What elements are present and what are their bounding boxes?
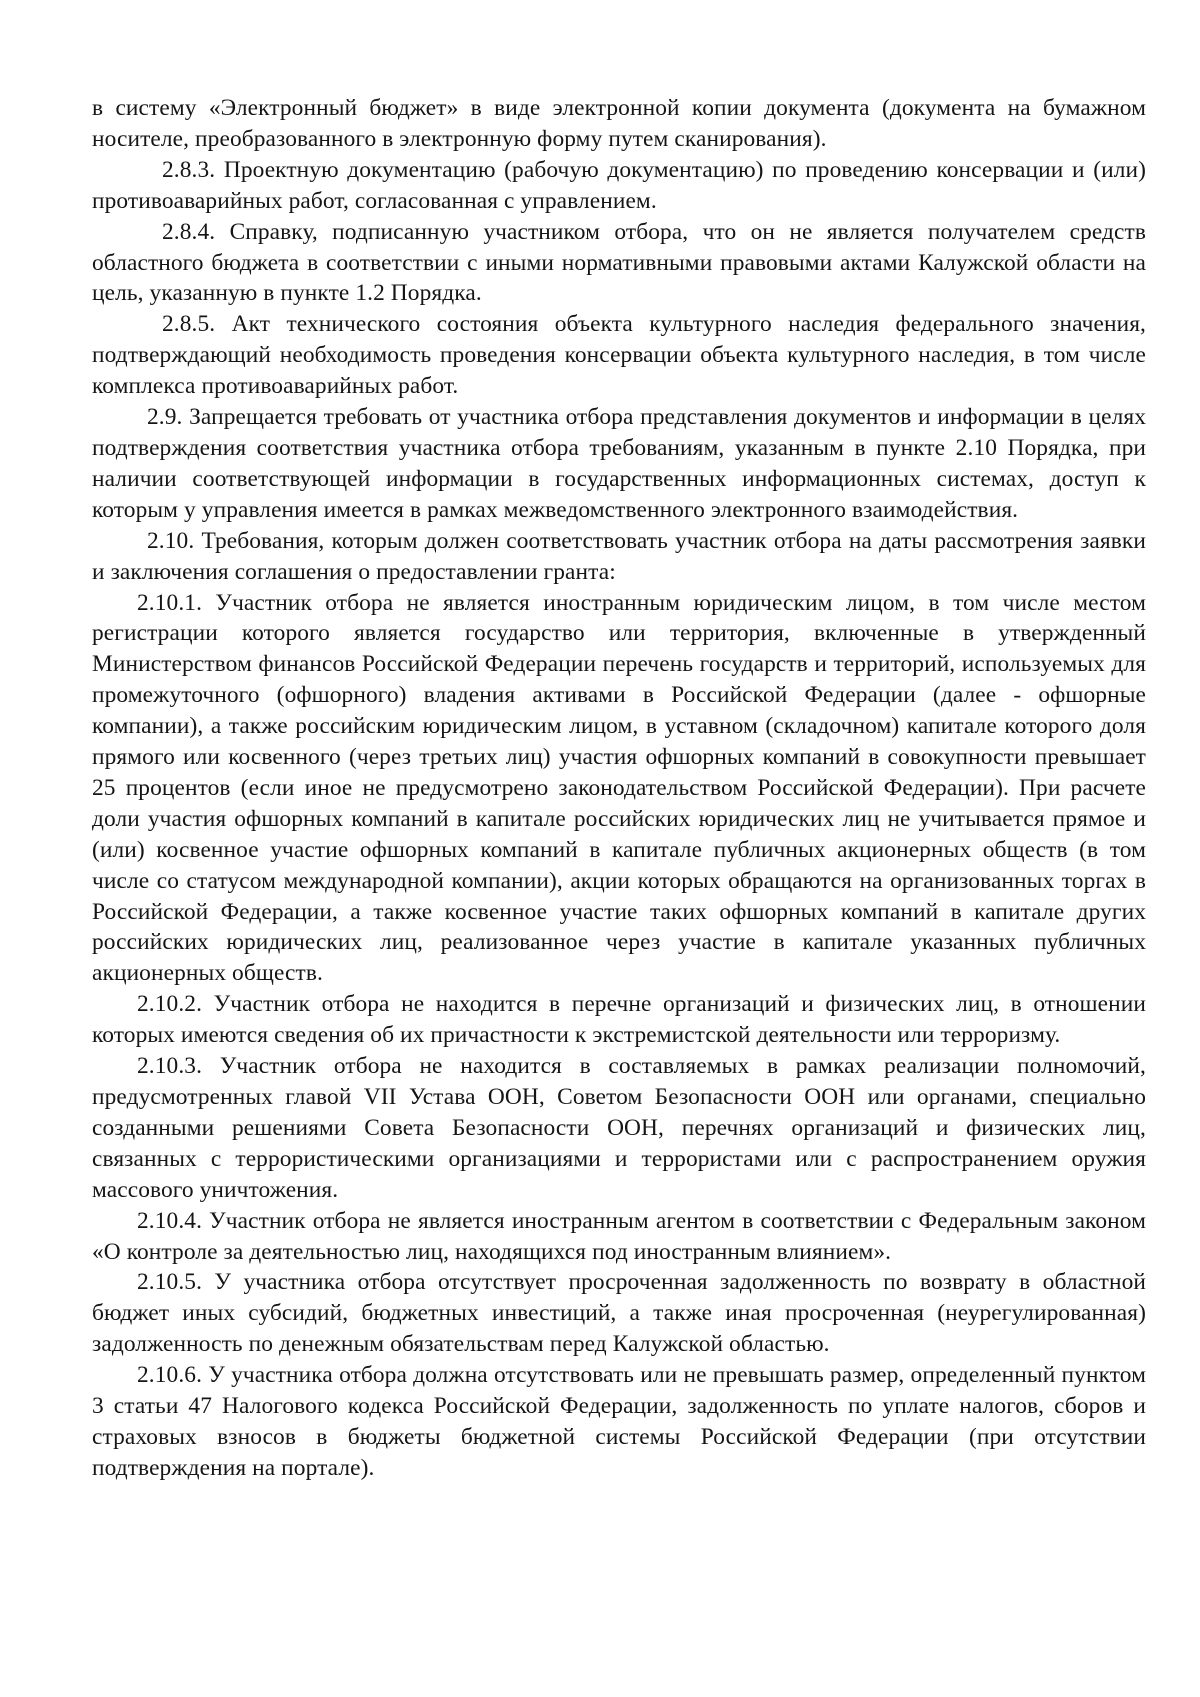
document-page	[92, 93, 1146, 1484]
paragraph-2-10-6: 2.10.6. У участника отбора должна отсутствовать или не превышать размер, определенный пунктом 3 статьи 47 Налогового кодекса Российской Федерации, задолженность по уплате налогов, сборов и страховых взносов в бюджеты бюджетной системы Российской Федерации (при отсутствии подтверждения на портале).	[92, 1362, 1146, 1481]
paragraph-2-10: 2.10. Требования, которым должен соответствовать участник отбора на даты рассмотрения заявки и заключения соглашения о предоставлении гранта:	[92, 527, 1146, 585]
paragraph-continued: в систему «Электронный бюджет» в виде электронной копии документа (документа на бумажном носителе, преобразованного в электронную форму путем сканирования).	[92, 95, 1146, 152]
paragraph-2-8-5: 2.8.5. Акт технического состояния объекта культурного наследия федерального значения, подтверждающий необходимость проведения консервации объекта культурного наследия, в том числе комплекса противоаварийных работ.	[92, 311, 1146, 400]
paragraph-2-8-3: 2.8.3. Проектную документацию (рабочую документацию) по проведению консервации и (или) противоаварийных работ, согласованная с управлением.	[92, 156, 1146, 214]
paragraph-2-10-4: 2.10.4. Участник отбора не является иностранным агентом в соответствии с Федеральным законом «О контроле за деятельностью лиц, находящихся под иностранным влиянием».	[92, 1207, 1146, 1265]
paragraph-2-10-1: 2.10.1. Участник отбора не является иностранным юридическим лицом, в том числе местом регистрации которого является государство или территория, включенные в утвержденный Министерством финансов Российской Федерации перечень государств и территорий, используемых для промежуточного (офшорного) владения активами в Российской Федерации (далее - офшорные компании), а также российским юридическим лицом, в уставном (складочном) капитале которого доля прямого или косвенного (через третьих лиц) участия офшорных компаний в совокупности превышает 25 процентов (если иное не предусмотрено законодательством Российской Федерации). При расчете доли участия офшорных компаний в капитале российских юридических лиц не учитывается прямое и (или) косвенное участие офшорных компаний в капитале публичных акционерных обществ (в том числе со статусом международной компании), акции которых обращаются на организованных торгах в Российской Федерации, а также косвенное участие таких офшорных компаний в капитале других российских юридических лиц, реализованное через участие в капитале указанных публичных акционерных обществ.	[92, 589, 1146, 987]
paragraph-2-9: 2.9. Запрещается требовать от участника отбора представления документов и информации в целях подтверждения соответствия участника отбора требованиям, указанным в пункте 2.10 Порядка, при наличии соответствующей информации в государственных информационных системах, доступ к которым у управления имеется в рамках межведомственного электронного взаимодействия.	[92, 404, 1146, 523]
paragraph-2-10-2: 2.10.2. Участник отбора не находится в перечне организаций и физических лиц, в отношении которых имеются сведения об их причастности к экстремистской деятельности или терроризму.	[92, 991, 1146, 1049]
paragraph-2-10-3: 2.10.3. Участник отбора не находится в составляемых в рамках реализации полномочий, предусмотренных главой VII Устава ООН, Советом Безопасности ООН или органами, специально созданными решениями Совета Безопасности ООН, перечнях организаций и физических лиц, связанных с террористическими организациями и террористами или с распространением оружия массового уничтожения.	[92, 1053, 1146, 1203]
paragraph-2-10-5: 2.10.5. У участника отбора отсутствует просроченная задолженность по возврату в областной бюджет иных субсидий, бюджетных инвестиций, а также иная просроченная (неурегулированная) задолженность по денежным обязательствам перед Калужской областью.	[92, 1269, 1146, 1358]
paragraph-2-8-4: 2.8.4. Справку, подписанную участником отбора, что он не является получателем средств областного бюджета в соответствии с иными нормативными правовыми актами Калужской области на цель, указанную в пункте 1.2 Порядка.	[92, 218, 1146, 307]
